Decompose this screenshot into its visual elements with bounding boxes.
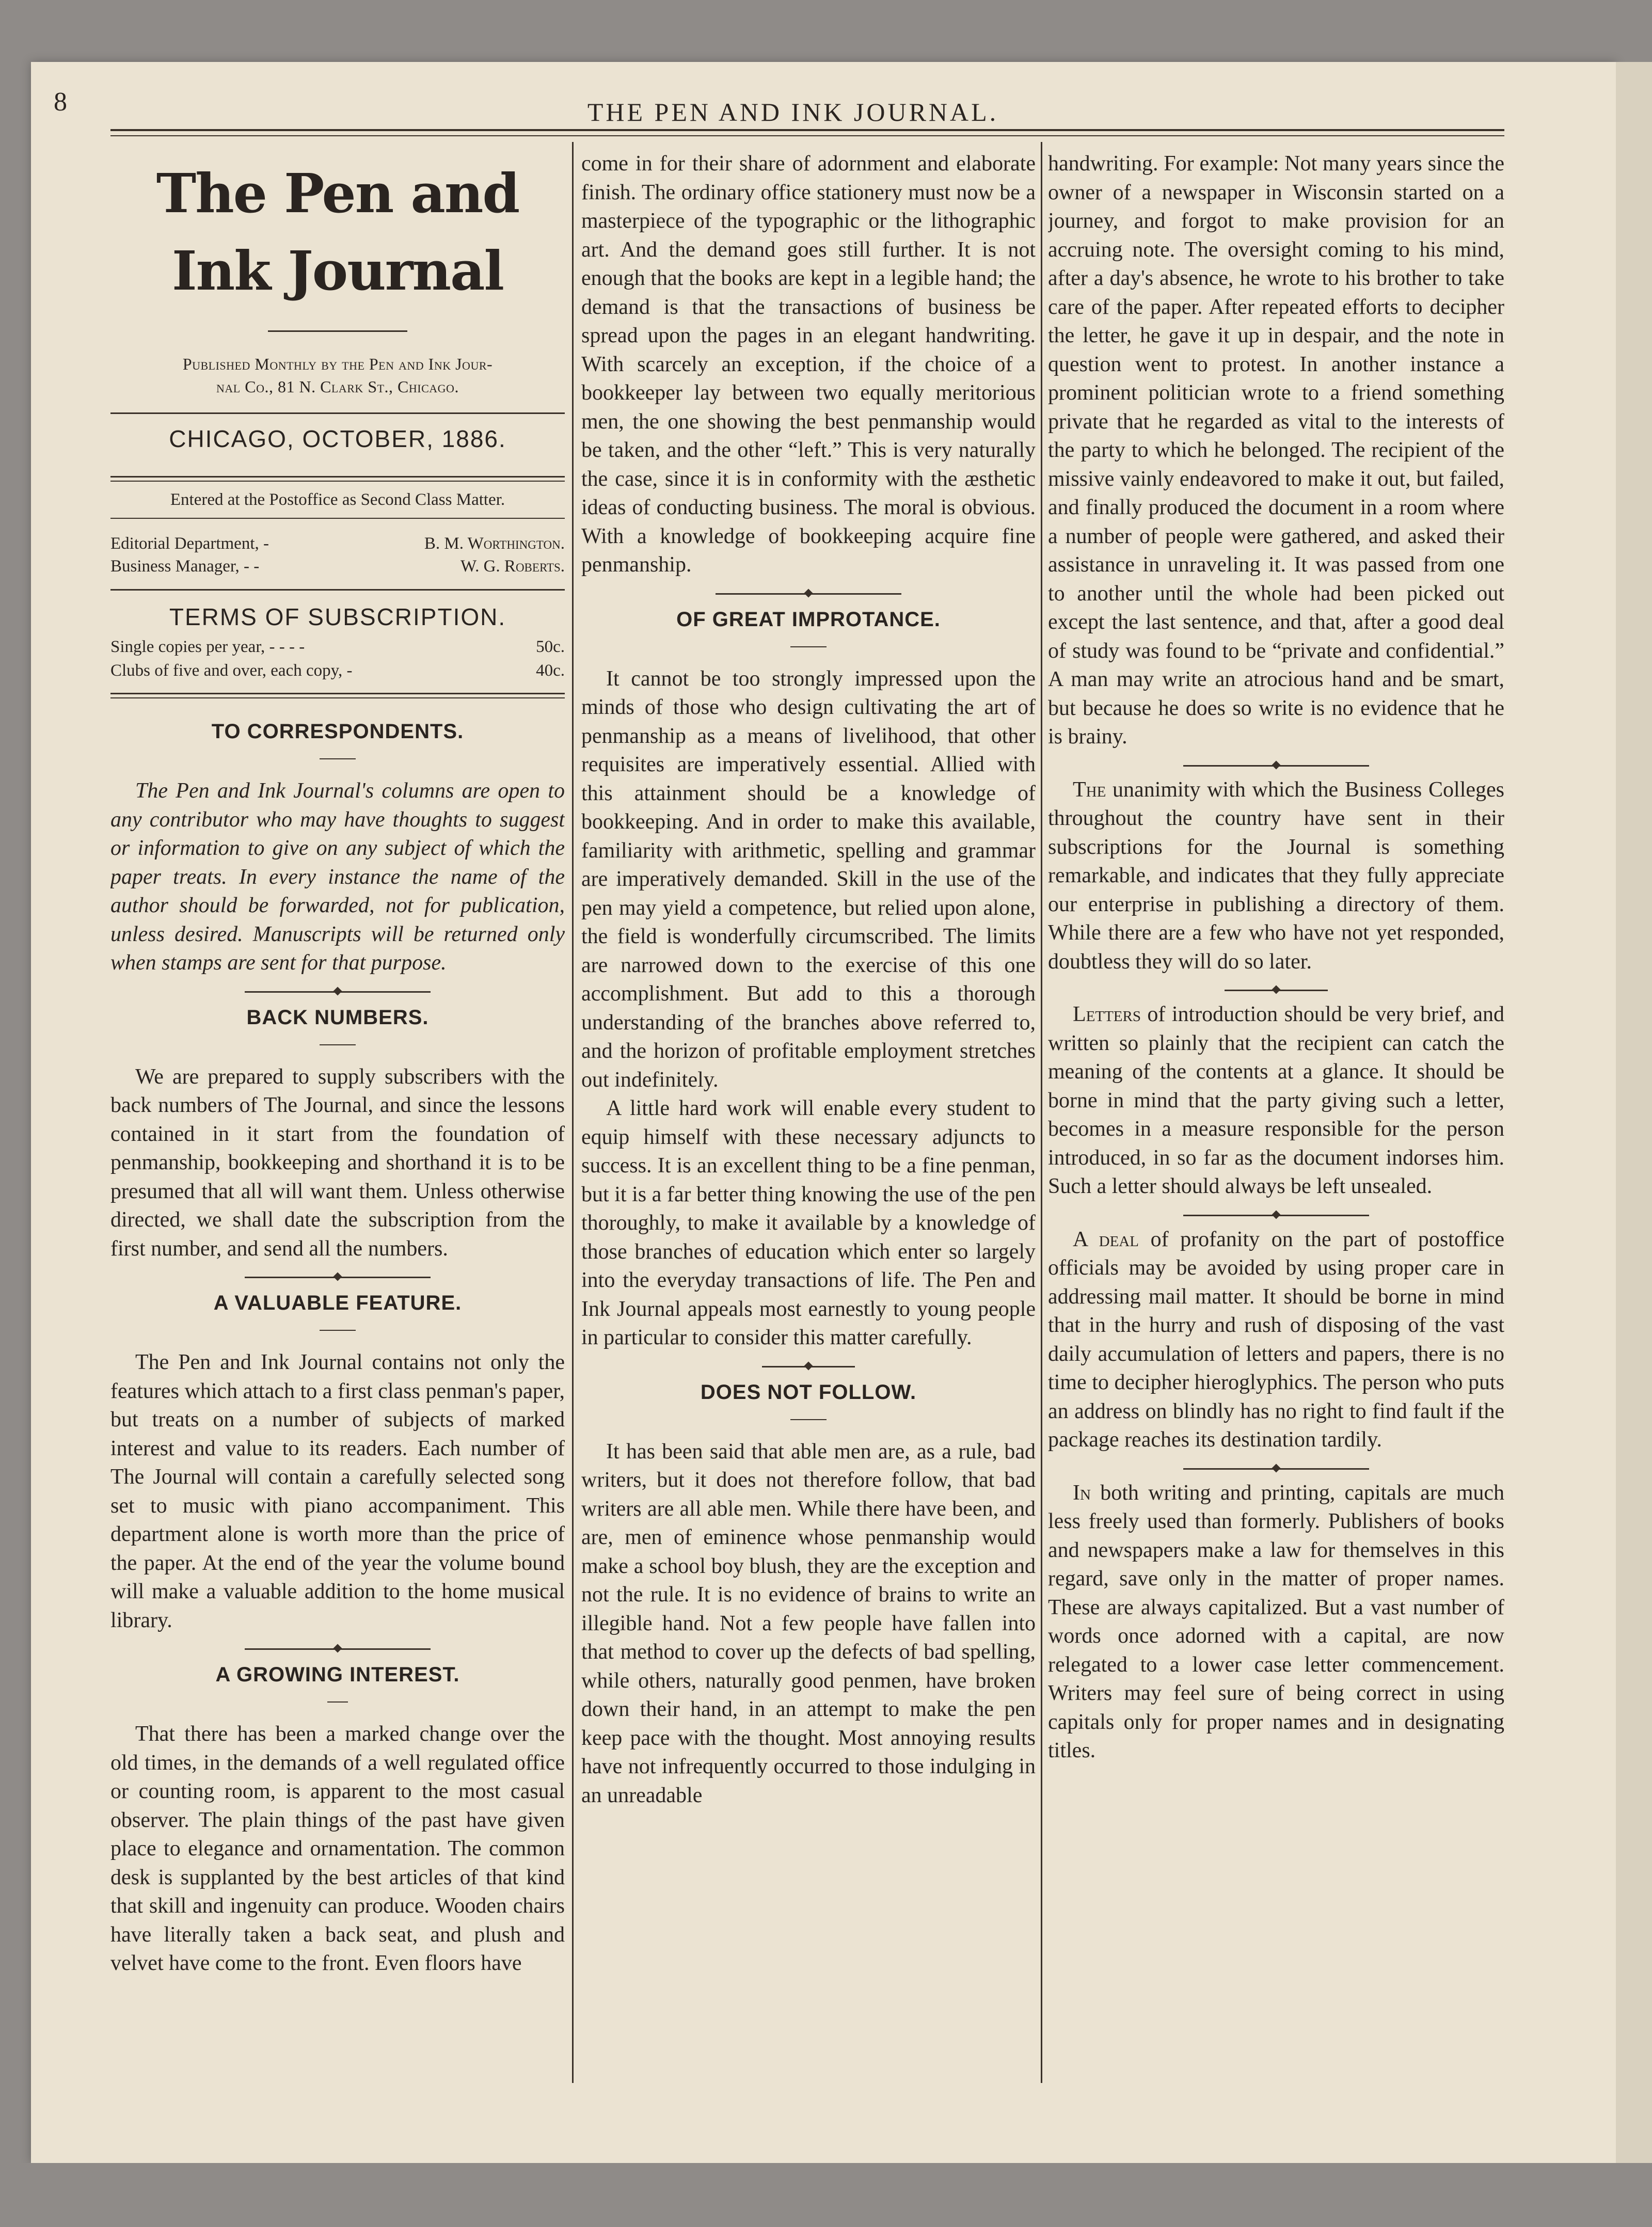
staff-listing	[110, 519, 565, 589]
does-not-follow-body-2: handwriting. For example: Not many years since the owner of a newspaper in Wisconsin started on a journey, and forgot to make provision for an accruing note. The oversight coming to his mind, after a day's absence, he wrote to his brother to take care of the paper. After repeated efforts to decipher the letter, he gave it up in despair, and the note in question went to protest. In another instance a prominent politician wrote to a friend something private that he regarded as vital to the interests of the party to which he belonged. The recipient of the missive vainly endeavored to make it out, but failed, and finally produced the document in a room where a number of people were gathered, and asked their assistance in unraveling it. It was passed from one to another until the whole had been picked out except the last sentence, and that, after a good deal of study was found to be “private and confidential.” A man may write an atrocious hand and be smart, but because he does so write is no evidence that he is brainy.	[1048, 152, 1504, 749]
profanity-body: of profanity on the part of postoffice officials may be avoided by using proper care in addressing mail matter. It should be borne in mind that in the hurry and rush of disposing of the vast daily accumulation of letters and papers, there is no time to decipher hieroglyphics. The person who puts an address on blindly has no right to find fault if the package reaches its destination tardily.	[1048, 1227, 1504, 1452]
section-separator	[1225, 990, 1328, 991]
editorial-name: B. M. Worthington.	[424, 534, 565, 553]
terms-heading: TERMS OF SUBSCRIPTION.	[169, 603, 506, 630]
correspondents-body: The Pen and Ink Journal's columns are open to any contributor who may have thoughts to suggest or information to give on any subject of which the paper treats. In every instance the name of the author should be forwarded, not for publication, unless desired. Manuscripts will be returned only when stamps are sent for that purpose.	[110, 779, 565, 975]
subscription-prices	[110, 635, 565, 693]
title-dash	[320, 758, 356, 759]
section-title-does-not-follow: DOES NOT FOLLOW.	[700, 1380, 917, 1404]
does-not-follow-body-1: It has been said that able men are, as a rule, bad writers, but it does not therefore follow, that bad writers are all able men. While there have been, and are, men of eminence whose penmanship would make a school boy blush, they are the exception and not the rule. It is no evidence of brains to write an illegible hand. Not a few people have fallen into that method to cover up the defects of bad spelling, while others, naturally good penmen, have broken down their hand, in an attempt to make the pen keep pace with the thought. Most annoying results have not infrequently occurred to those indulging in an unreadable	[581, 1439, 1036, 1807]
scan-background	[0, 2163, 1652, 2227]
business-label: Business Manager, - -	[110, 557, 260, 576]
staff-divider	[110, 589, 565, 591]
section-separator	[1183, 1215, 1369, 1216]
section-title-great-importance: OF GREAT IMPROTANCE.	[676, 608, 941, 631]
column-3	[1048, 150, 1504, 2091]
section-separator	[245, 1277, 431, 1278]
capitals-paragraph	[1048, 1479, 1504, 1765]
publisher-line-2: nal Co., 81 N. Clark St., Chicago.	[216, 377, 459, 396]
header-rule-thin	[110, 135, 1504, 136]
unanimity-body: unanimity with which the Business Colleges throughout the country have sent in their subscriptions for the Journal is something remarkable, and indicates that they fully appreciate our enterprise in publishing a directory of them. While there are a few who have not yet responded, doubtless they will do so later.	[1048, 777, 1504, 974]
title-dash	[790, 1419, 827, 1420]
growing-interest-body-2: come in for their share of adornment and elaborate finish. The ordinary office stationery must now be a masterpiece of the typographic or the lithographic art. And the demand goes still further. It is not enough that the books are kept in a legible hand; the demand is that the transactions of business be spread upon the pages in an elegant handwriting. With scarcely an exception, if the choice of a bookkeeper lay between two equally meritorious men, the one showing the best penmanship would be taken, and the other “left.” This is very naturally the case, since it is in conformity with the æsthetic ideas of conducting business. The moral is obvious. With a knowledge of bookkeeping acquire fine penmanship.	[581, 152, 1036, 577]
masthead-rule	[268, 330, 407, 332]
dateline-divider	[110, 476, 565, 478]
section-title-valuable-feature: A VALUABLE FEATURE.	[213, 1292, 462, 1314]
title-dash	[790, 646, 827, 647]
title-dash	[320, 1330, 356, 1331]
club-price: 40c.	[536, 661, 565, 680]
title-dash	[320, 1044, 356, 1045]
editorial-label: Editorial Department, -	[110, 534, 269, 553]
single-copy-label: Single copies per year, - - - -	[110, 638, 305, 656]
club-row	[110, 659, 565, 682]
single-copy-row	[110, 635, 565, 659]
section-separator	[245, 1648, 431, 1650]
column-1	[110, 150, 565, 2091]
page-number: 8	[54, 87, 68, 117]
capitals-lead: In	[1073, 1481, 1091, 1505]
great-importance-body-2: A little hard work will enable every student to equip himself with these necessary adjuncts to success. It is an excellent thing to be a fine penman, but it is a far better thing knowing the use of the pen thoroughly, to make it available by a knowledge of those branches of education which enter so largely into the everyday transactions of life. The Pen and Ink Journal appeals most earnestly to young people in particular to consider this matter carefully.	[581, 1096, 1036, 1349]
section-separator	[245, 991, 431, 993]
facing-page-edge	[1616, 62, 1652, 2163]
terms-divider-thin	[110, 697, 565, 698]
column-divider-2	[1041, 142, 1042, 2083]
running-head-title: THE PEN AND INK JOURNAL.	[587, 98, 999, 126]
dateline: CHICAGO, OCTOBER, 1886.	[169, 425, 506, 452]
section-separator	[1183, 1468, 1369, 1470]
masthead-title: The Pen and Ink Journal	[156, 162, 519, 303]
editorial-row	[110, 532, 565, 555]
column-2	[581, 150, 1036, 2091]
unanimity-lead: The	[1073, 777, 1106, 802]
great-importance-body-1: It cannot be too strongly impressed upon the minds of those who design cultivating the art of penmanship as a means of livelihood, that other requisites are imperatively essential. Allied with this attainment should be a knowledge of bookkeeping. And in order to make this available, familiarity with arithmetic, spelling and grammar are imperatively demanded. Skill in the use of the pen may yield a competence, but relied upon alone, the field is wonderfully circumscribed. The limits are narrowed down to the exercise of this one accomplishment. But add to this a thorough understanding of the branches above referred to, and the horizon of profitable employment stretches out indefinitely.	[581, 666, 1036, 1092]
growing-interest-body-1: That there has been a marked change over the old times, in the demands of a well regulated office or counting room, is apparent to the most casual observer. The plain things of the past have given place to elegance and ornamentation. The common desk is supplanted by the best articles of that kind that skill and ingenuity can produce. Wooden chairs have literally taken a back seat, and plush and velvet have come to the front. Even floors have	[110, 1722, 565, 1975]
column-divider-1	[572, 142, 574, 2083]
section-title-growing-interest: A GROWING INTEREST.	[215, 1663, 460, 1686]
section-title-correspondents: TO CORRESPONDENTS.	[211, 720, 464, 743]
section-separator	[716, 593, 901, 595]
letters-lead: Letters	[1073, 1003, 1141, 1026]
back-numbers-body: We are prepared to supply subscribers with the back numbers of The Journal, and since the lessons contained in it start from the foundation of penmanship, bookkeeping and shorthand it is to be presumed that all will want them. Unless otherwise directed, we shall date the subscription from the first number, and send all the numbers.	[110, 1064, 565, 1261]
profanity-paragraph	[1048, 1226, 1504, 1455]
single-copy-price: 50c.	[536, 638, 565, 656]
publisher-line-1: Published Monthly by the Pen and Ink Jour-	[182, 355, 493, 373]
letters-paragraph	[1048, 1000, 1504, 1201]
unanimity-paragraph	[1048, 776, 1504, 977]
capitals-body: both writing and printing, capitals are much less freely used than formerly. Publishers of books and newspapers make a law for themselves in this regard, save only in the matter of proper names. These are always capitalized. But a vast number of words once adorned with a capital, are now relegated to a lower case letter commencement. Writers may feel sure of being correct in using capitals only for proper names and in designating titles.	[1048, 1481, 1504, 1762]
section-title-back-numbers: BACK NUMBERS.	[246, 1006, 429, 1029]
section-separator	[762, 1366, 855, 1367]
business-row	[110, 555, 565, 578]
valuable-feature-body: The Pen and Ink Journal contains not only the features which attach to a first class penman's paper, but treats on a number of subjects of marked interest and value to its readers. Each number of The Journal will contain a carefully selected song set to music with piano accompaniment. This department alone is worth more than the price of the paper. At the end of the year the volume bound will make a valuable addition to the home musical library.	[110, 1350, 565, 1632]
club-label: Clubs of five and over, each copy, -	[110, 661, 353, 680]
header-rule	[110, 129, 1504, 131]
title-dash	[327, 1701, 348, 1703]
terms-divider	[110, 693, 565, 694]
business-name: W. G. Roberts.	[460, 557, 565, 576]
section-separator	[1183, 765, 1369, 767]
profanity-lead: A deal	[1073, 1227, 1139, 1251]
letters-body: of introduction should be very brief, and written so plainly that the recipient can catch the meaning of the contents at a glance. It should be borne in mind that the party giving such a letter, becomes in a measure responsible for the person introduced, in so far as the document indorses him. Such a letter should always be left unsealed.	[1048, 1003, 1504, 1198]
postal-entry-notice: Entered at the Postoffice as Second Class Matter.	[170, 490, 505, 509]
